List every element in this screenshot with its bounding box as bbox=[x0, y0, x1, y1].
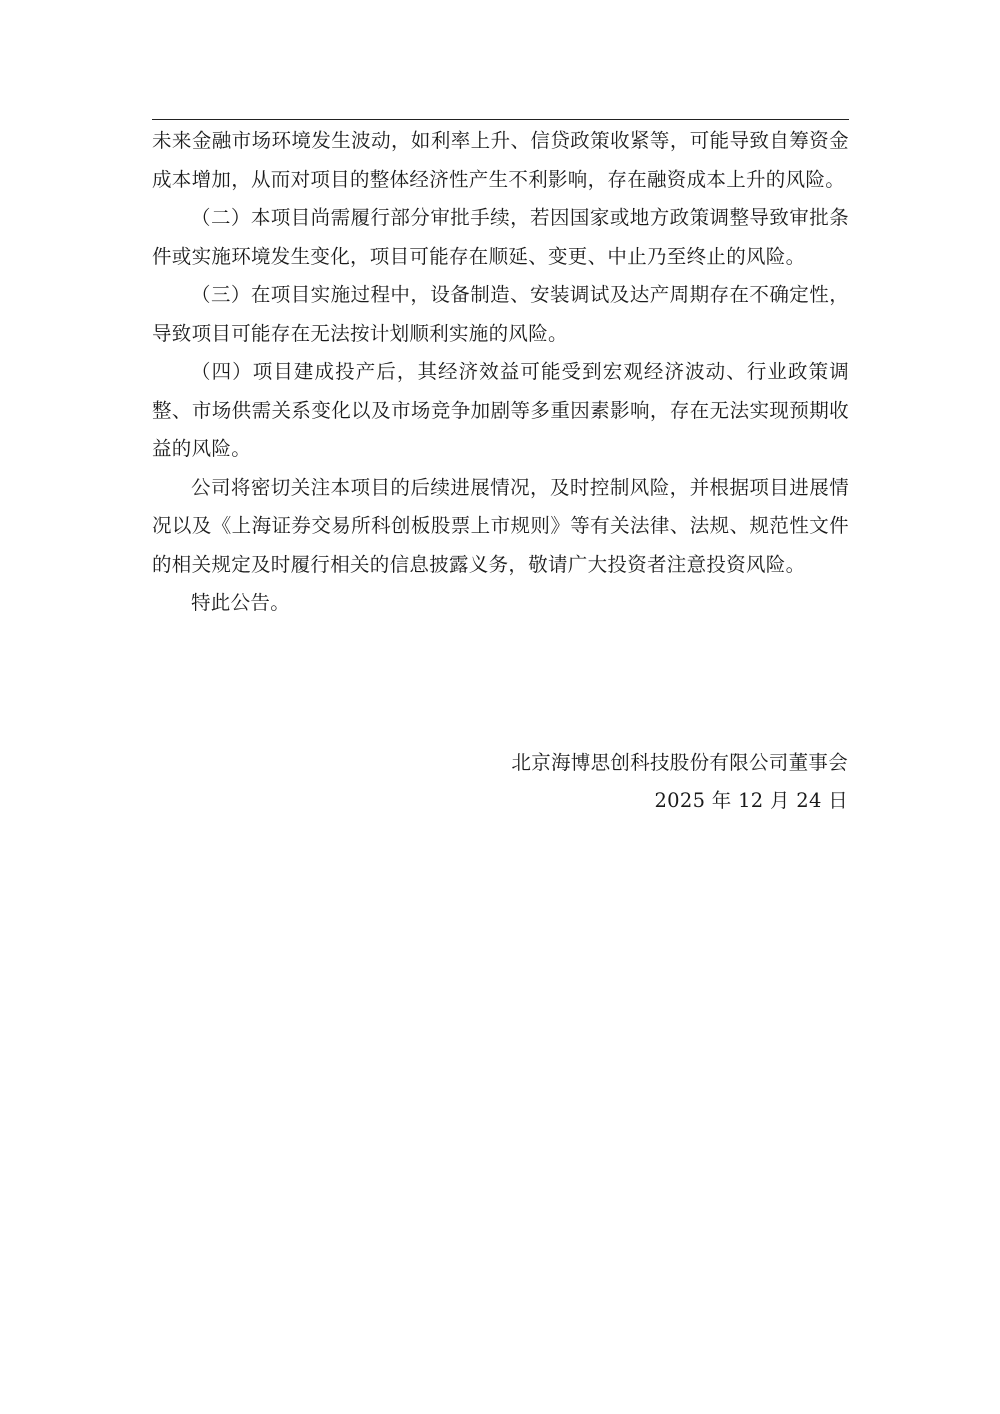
document-body bbox=[152, 122, 849, 623]
paragraph-risk-3: （三）在项目实施过程中，设备制造、安装调试及达产周期存在不确定性，导致项目可能存在无法按计划顺利实施的风险。 bbox=[152, 283, 849, 345]
signature-date: 2025 年 12 月 24 日 bbox=[654, 789, 848, 812]
signature-block bbox=[511, 744, 848, 820]
paragraph-company-statement: 公司将密切关注本项目的后续进展情况，及时控制风险，并根据项目进展情况以及《上海证券交易所科创板股票上市规则》等有关法律、法规、规范性文件的相关规定及时履行相关的信息披露义务，敬请广大投资者注意投资风险。 bbox=[152, 475, 849, 576]
signature-company: 北京海博思创科技股份有限公司董事会 bbox=[511, 751, 848, 774]
paragraph-risk-4: （四）项目建成投产后，其经济效益可能受到宏观经济波动、行业政策调整、市场供需关系变化以及市场竞争加剧等多重因素影响，存在无法实现预期收益的风险。 bbox=[152, 360, 849, 460]
paragraph-risk-2: （二）本项目尚需履行部分审批手续，若因国家或地方政策调整导致审批条件或实施环境发生变化，项目可能存在顺延、变更、中止乃至终止的风险。 bbox=[152, 206, 849, 268]
closing-line: 特此公告。 bbox=[191, 591, 291, 614]
header-rule bbox=[152, 119, 849, 120]
paragraph-continued: 未来金融市场环境发生波动，如利率上升、信贷政策收紧等，可能导致自筹资金成本增加，从而对项目的整体经济性产生不利影响，存在融资成本上升的风险。 bbox=[152, 129, 849, 191]
